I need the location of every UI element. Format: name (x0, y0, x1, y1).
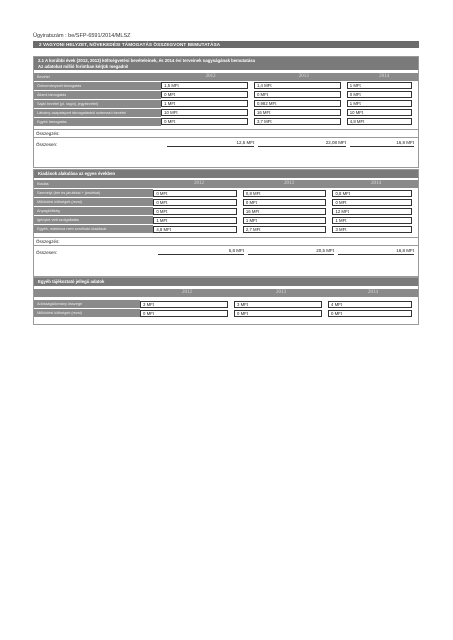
year-header: 2012 (154, 180, 244, 188)
year-header: 2014 (350, 73, 418, 81)
other-info-section (33, 277, 419, 325)
section-banner: 2 VAGYONI HELYZET, NÖVEKEDÉSI TÁMOGATÁS ÖSSZEGVONT BEMUTATÁSA (33, 41, 419, 48)
value-field[interactable]: 0 MFt (161, 118, 248, 125)
value-field[interactable]: 1 MFt (153, 217, 237, 224)
row-label: Állami támogatás (34, 91, 161, 99)
value-field[interactable]: 0 MFt (153, 208, 237, 215)
value-field[interactable]: 0,982 MFt (254, 100, 341, 107)
row-label: Egyéb, máshova nem sorolható kiadások (34, 225, 153, 233)
table-row (34, 309, 418, 318)
value-field[interactable]: 10 MFt (347, 109, 412, 116)
value-field[interactable]: 1,4 MFt (254, 82, 341, 89)
row-label: Működési költségek (rezsi) (34, 198, 153, 206)
table-row (34, 300, 418, 309)
header-blank (34, 289, 140, 297)
table-row (34, 108, 418, 117)
summary-heading: Összegzés: (36, 238, 60, 244)
total-value: 16,8 MFt (350, 139, 414, 147)
year-header: 2012 (140, 289, 234, 297)
value-field[interactable]: 0 MFt (153, 199, 237, 206)
value-field[interactable]: 4,8 MFt (153, 226, 237, 233)
value-field[interactable]: 0 MFt (254, 91, 341, 98)
revenue-subtitle: Az adatokat millió forintban kérjük megadni! (38, 63, 129, 69)
row-label: Személyi (bér és járulékai + járulékai) (34, 189, 153, 197)
value-field[interactable]: 0 MFt (161, 91, 248, 98)
value-field[interactable]: 0 MFt (153, 190, 237, 197)
value-field[interactable]: 1 MFt (332, 217, 412, 224)
total-value: 20,5 MFt (248, 247, 334, 255)
revenue-section-title (34, 57, 418, 70)
total-row (34, 246, 418, 255)
value-field[interactable]: 1 MFt (161, 100, 248, 107)
expense-section-title: Kiadások alakulása az egyes években (34, 170, 418, 178)
value-field[interactable]: 10 MFt (161, 109, 248, 116)
revenue-header-row (34, 72, 418, 81)
value-field[interactable]: 1 MFt (243, 217, 327, 224)
value-field[interactable]: 1 MFt (347, 100, 412, 107)
other-info-title: Egyéb tájékoztató jellegű adatok (34, 278, 418, 286)
table-row (34, 198, 418, 207)
table-row (34, 117, 418, 126)
table-row (34, 225, 418, 234)
value-field[interactable]: 2,7 MFt (243, 226, 327, 233)
row-label: Látvány-csapatsport támogatásból származó bevétel (34, 109, 161, 117)
value-field[interactable]: 0,8 MFt (243, 190, 327, 197)
other-header-row (34, 289, 418, 298)
revenue-header-label: Bevétel (34, 73, 164, 81)
row-label: Önkormányzati támogatás (34, 82, 161, 90)
revenue-section (33, 56, 419, 168)
year-header: 2013 (234, 289, 328, 297)
year-header: 2013 (257, 73, 350, 81)
expense-section (33, 169, 419, 277)
value-field[interactable]: 0 MFt (347, 91, 412, 98)
year-header: 2012 (164, 73, 257, 81)
value-field[interactable]: 0 MFt (234, 310, 322, 317)
value-field[interactable]: 0 MFt (243, 199, 327, 206)
expense-header-label: Kiadás (34, 180, 154, 188)
row-label: Saját bevétel (pl. tagdíj, jegybevétel) (34, 100, 161, 108)
value-field[interactable]: 12 MFt (332, 208, 412, 215)
total-label: Összesen: (36, 249, 58, 255)
row-label: Anyagköltség (34, 207, 153, 215)
value-field[interactable]: 1,5 MFt (161, 82, 248, 89)
table-row (34, 216, 418, 225)
table-row (34, 189, 418, 198)
summary-heading: Összegzés: (36, 131, 60, 136)
value-field[interactable]: 0 MFt (140, 310, 228, 317)
reference-number: Ügyiratszám : be/SFP-6591/2014/MLSZ (33, 33, 131, 39)
year-header: 2013 (244, 180, 334, 188)
row-label: Igénybe vett szolgáltatás (34, 216, 153, 224)
year-header: 2014 (334, 180, 418, 188)
value-field[interactable]: 0 MFt (328, 310, 412, 317)
table-row (34, 90, 418, 99)
table-row (34, 81, 418, 90)
value-field[interactable]: 3,7 MFt (254, 118, 341, 125)
value-field[interactable]: 0 MFt (332, 199, 412, 206)
year-header: 2014 (328, 289, 418, 297)
value-field[interactable]: 4 MFt (328, 301, 412, 308)
total-value: 16,8 MFt (338, 247, 414, 255)
total-value: 12,5 MFt (167, 139, 255, 147)
total-label: Összesen: (36, 142, 58, 147)
total-row (34, 138, 418, 147)
value-field[interactable]: 3 MFt (332, 226, 412, 233)
total-value: 22,08 MFt (258, 139, 346, 147)
value-field[interactable]: 16 MFt (254, 109, 341, 116)
table-row (34, 99, 418, 108)
row-label: Működési költségek (rezsi) (34, 309, 140, 317)
value-field[interactable]: 3 MFt (140, 301, 228, 308)
value-field[interactable]: 16 MFt (243, 208, 327, 215)
expense-header-row (34, 180, 418, 189)
value-field[interactable]: 0,8 MFt (332, 190, 412, 197)
value-field[interactable]: 3 MFt (234, 301, 322, 308)
value-field[interactable]: 1 MFt (347, 82, 412, 89)
total-value: 5,8 MFt (158, 247, 244, 255)
row-label: Adósságállomány összege (34, 300, 140, 308)
row-label: Egyéb támogatás (34, 118, 161, 126)
revenue-title: 2.1 A korábbi évek (2012, 2013) költségvetési bevételeinek, és 2014 évi terveinek nagyságának bemutatása (38, 58, 256, 63)
value-field[interactable]: 4,8 MFt (347, 118, 412, 125)
table-row (34, 207, 418, 216)
